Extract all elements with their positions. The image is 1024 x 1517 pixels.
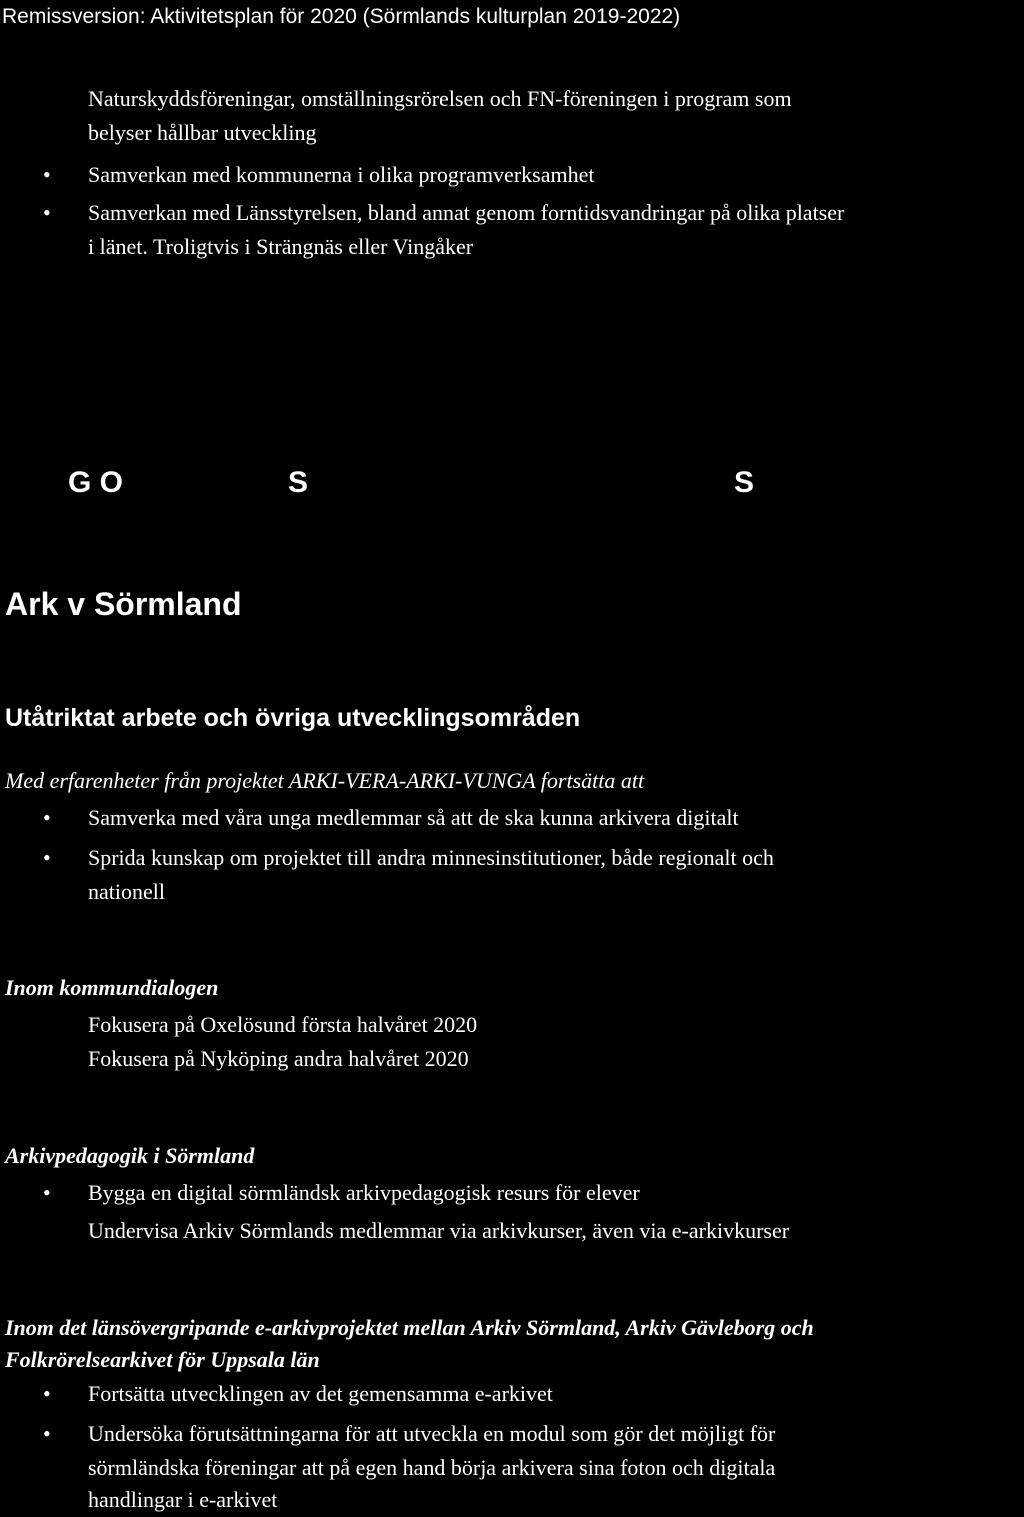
section-title: Ark v Sörmland	[5, 586, 242, 622]
block4-heading-line-1: Inom det länsövergripande e-arkivprojektet mellan Arkiv Sörmland, Arkiv Gävleborg och	[5, 1315, 814, 1340]
bullet-icon: •	[43, 1381, 51, 1406]
section-subtitle: Utåtriktat arbete och övriga utvecklingsområden	[5, 704, 581, 732]
block3-bullet-1: Bygga en digital sörmländsk arkivpedagogisk resurs för elever	[88, 1180, 640, 1205]
bullet-icon: •	[43, 1421, 51, 1446]
heading-fragment-s2: S	[734, 466, 755, 499]
block1-bullet-2-cont: nationell	[88, 879, 165, 904]
block4-bullet-2: Undersöka förutsättningarna för att utveckla en modul som gör det möjligt för	[88, 1421, 776, 1446]
block4-bullet-2-cont-2: handlingar i e-arkivet	[88, 1487, 278, 1512]
intro-bullet-2: Samverkan med Länsstyrelsen, bland annat genom forntidsvandringar på olika platser	[88, 200, 845, 225]
block1-bullet-1: Samverka med våra unga medlemmar så att de ska kunna arkivera digitalt	[88, 805, 739, 830]
intro-bullet-1: Samverkan med kommunerna i olika programverksamhet	[88, 162, 595, 187]
bullet-icon: •	[43, 845, 51, 870]
intro-line-1: Naturskyddsföreningar, omställningsrörelsen och FN-föreningen i program som	[88, 86, 792, 111]
bullet-icon: •	[43, 1180, 51, 1205]
block1-heading: Med erfarenheter från projektet ARKI-VERA-ARKI-VUNGA fortsätta att	[5, 768, 645, 793]
block4-heading-line-2: Folkrörelsearkivet för Uppsala län	[5, 1347, 320, 1372]
bullet-icon: •	[43, 162, 51, 187]
bullet-icon: •	[43, 200, 51, 225]
block2-line-1: Fokusera på Oxelösund första halvåret 2020	[88, 1012, 478, 1037]
heading-fragment-s1: S	[288, 466, 309, 499]
block4-bullet-1: Fortsätta utvecklingen av det gemensamma e-arkivet	[88, 1381, 553, 1406]
block1-bullet-2: Sprida kunskap om projektet till andra minnesinstitutioner, både regionalt och	[88, 845, 774, 870]
block2-heading: Inom kommundialogen	[5, 975, 219, 1000]
block3-line-2: Undervisa Arkiv Sörmlands medlemmar via arkivkurser, även via e-arkivkurser	[88, 1218, 790, 1243]
document-header: Remissversion: Aktivitetsplan för 2020 (Sörmlands kulturplan 2019-2022)	[2, 5, 681, 28]
heading-fragment-go: G O	[68, 466, 124, 499]
bullet-icon: •	[43, 805, 51, 830]
block2-line-2: Fokusera på Nyköping andra halvåret 2020	[88, 1046, 469, 1071]
intro-bullet-2-cont: i länet. Troligtvis i Strängnäs eller Vingåker	[88, 234, 474, 259]
block4-bullet-2-cont-1: sörmländska föreningar att på egen hand börja arkivera sina foton och digitala	[88, 1455, 776, 1480]
intro-line-2: belyser hållbar utveckling	[88, 120, 317, 145]
block3-heading: Arkivpedagogik i Sörmland	[5, 1143, 255, 1168]
